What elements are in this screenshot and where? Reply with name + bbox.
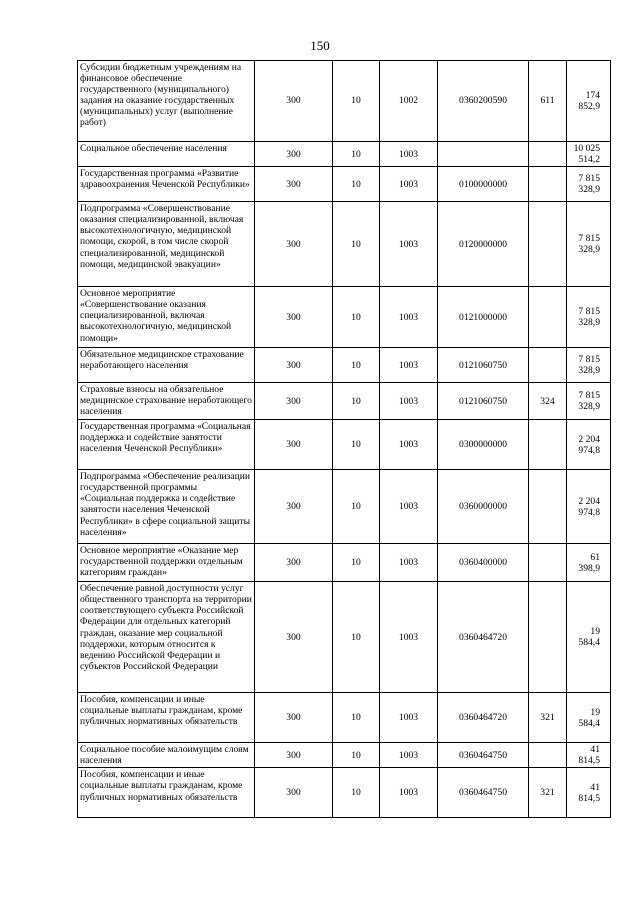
section-code-cell: 10	[333, 470, 380, 544]
expense-type-cell	[529, 348, 567, 383]
department-code-cell: 300	[255, 420, 333, 470]
subsection-code-cell: 1003	[380, 768, 438, 818]
table-row	[78, 470, 611, 544]
item-name-cell: Социальное обеспечение населения	[78, 142, 255, 167]
item-name-cell: Пособия, компенсации и иные социальные выплаты гражданам, кроме публичных нормативных обязательств	[78, 693, 255, 743]
amount-cell: 41 814,5	[567, 743, 611, 768]
expense-type-cell: 324	[529, 383, 567, 420]
amount-cell: 7 815 328,9	[567, 348, 611, 383]
expense-type-cell: 611	[529, 61, 567, 142]
section-code-cell: 10	[333, 743, 380, 768]
section-code-cell: 10	[333, 61, 380, 142]
subsection-code-cell: 1003	[380, 582, 438, 693]
section-code-cell: 10	[333, 420, 380, 470]
section-code-cell: 10	[333, 544, 380, 582]
target-article-cell: 0100000000	[438, 167, 529, 202]
amount-cell: 19 584,4	[567, 693, 611, 743]
expense-type-cell	[529, 470, 567, 544]
amount-cell: 7 815 328,9	[567, 202, 611, 287]
item-name-cell: Основное мероприятие «Оказание мер государственной поддержки отдельным категориям граждан»	[78, 544, 255, 582]
item-name-cell: Подпрограмма «Совершенствование оказания специализированной, включая высокотехнологичную, медицинской помощи, скорой, в том числе скорой специализированной, медицинской помощи, медицинской эвакуации»	[78, 202, 255, 287]
subsection-code-cell: 1003	[380, 470, 438, 544]
department-code-cell: 300	[255, 544, 333, 582]
item-name-cell: Подпрограмма «Обеспечение реализации государственной программы «Социальная поддержка и содействие занятости населения Чеченской Республики» в сфере социальной защиты населения»	[78, 470, 255, 544]
table-row	[78, 287, 611, 348]
subsection-code-cell: 1003	[380, 348, 438, 383]
target-article-cell: 0120000000	[438, 202, 529, 287]
amount-cell: 174 852,9	[567, 61, 611, 142]
expense-type-cell	[529, 202, 567, 287]
item-name-cell: Страховые взносы на обязательное медицинское страхование неработающего населения	[78, 383, 255, 420]
budget-table-body	[78, 61, 611, 818]
table-row	[78, 420, 611, 470]
item-name-cell: Обеспечение равной доступности услуг общественного транспорта на территории соответствующего субъекта Российской Федерации для отдельных категорий граждан, оказание мер социальной поддержки, которым относится к ведению Российской Федерации и субъектов Российской Федерации	[78, 582, 255, 693]
department-code-cell: 300	[255, 167, 333, 202]
section-code-cell: 10	[333, 202, 380, 287]
amount-cell: 7 815 328,9	[567, 287, 611, 348]
target-article-cell: 0360464750	[438, 743, 529, 768]
expense-type-cell	[529, 167, 567, 202]
item-name-cell: Субсидии бюджетным учреждениям на финансовое обеспечение государственного (муниципального) задания на оказание государственных (муниципальных) услуг (выполнение работ)	[78, 61, 255, 142]
budget-table	[77, 60, 611, 818]
target-article-cell: 0360464720	[438, 582, 529, 693]
section-code-cell: 10	[333, 693, 380, 743]
item-name-cell: Социальное пособие малоимущим слоям населения	[78, 743, 255, 768]
amount-cell: 10 025 514,2	[567, 142, 611, 167]
item-name-cell: Основное мероприятие «Совершенствование оказания специализированной, включая высокотехнологичную, медицинской помощи»	[78, 287, 255, 348]
table-row	[78, 383, 611, 420]
section-code-cell: 10	[333, 167, 380, 202]
item-name-cell: Государственная программа «Социальная поддержка и содействие занятости населения Чеченской Республики»	[78, 420, 255, 470]
subsection-code-cell: 1003	[380, 693, 438, 743]
table-row	[78, 743, 611, 768]
subsection-code-cell: 1003	[380, 287, 438, 348]
target-article-cell: 0360400000	[438, 544, 529, 582]
subsection-code-cell: 1003	[380, 743, 438, 768]
subsection-code-cell: 1003	[380, 544, 438, 582]
amount-cell: 7 815 328,9	[567, 167, 611, 202]
amount-cell: 2 204 974,8	[567, 420, 611, 470]
expense-type-cell: 321	[529, 693, 567, 743]
department-code-cell: 300	[255, 348, 333, 383]
department-code-cell: 300	[255, 470, 333, 544]
department-code-cell: 300	[255, 693, 333, 743]
expense-type-cell	[529, 743, 567, 768]
expense-type-cell: 321	[529, 768, 567, 818]
target-article-cell	[438, 142, 529, 167]
department-code-cell: 300	[255, 768, 333, 818]
table-row	[78, 348, 611, 383]
section-code-cell: 10	[333, 348, 380, 383]
subsection-code-cell: 1003	[380, 142, 438, 167]
item-name-cell: Пособия, компенсации и иные социальные выплаты гражданам, кроме публичных нормативных обязательств	[78, 768, 255, 818]
table-row	[78, 544, 611, 582]
department-code-cell: 300	[255, 202, 333, 287]
department-code-cell: 300	[255, 287, 333, 348]
amount-cell: 61 398,9	[567, 544, 611, 582]
department-code-cell: 300	[255, 743, 333, 768]
page-number: 150	[310, 38, 330, 53]
subsection-code-cell: 1003	[380, 383, 438, 420]
expense-type-cell	[529, 287, 567, 348]
expense-type-cell	[529, 142, 567, 167]
target-article-cell: 0121060750	[438, 383, 529, 420]
table-row	[78, 693, 611, 743]
amount-cell: 7 815 328,9	[567, 383, 611, 420]
subsection-code-cell: 1003	[380, 202, 438, 287]
expense-type-cell	[529, 420, 567, 470]
department-code-cell: 300	[255, 383, 333, 420]
expense-type-cell	[529, 544, 567, 582]
table-row	[78, 142, 611, 167]
target-article-cell: 0360000000	[438, 470, 529, 544]
target-article-cell: 0360464750	[438, 768, 529, 818]
item-name-cell: Обязательное медицинское страхование неработающего населения	[78, 348, 255, 383]
target-article-cell: 0300000000	[438, 420, 529, 470]
subsection-code-cell: 1003	[380, 420, 438, 470]
subsection-code-cell: 1003	[380, 167, 438, 202]
subsection-code-cell: 1002	[380, 61, 438, 142]
section-code-cell: 10	[333, 582, 380, 693]
amount-cell: 19 584,4	[567, 582, 611, 693]
section-code-cell: 10	[333, 287, 380, 348]
department-code-cell: 300	[255, 61, 333, 142]
target-article-cell: 0121000000	[438, 287, 529, 348]
table-row	[78, 582, 611, 693]
item-name-cell: Государственная программа «Развитие здравоохранения Чеченской Республики»	[78, 167, 255, 202]
section-code-cell: 10	[333, 142, 380, 167]
expense-type-cell	[529, 582, 567, 693]
section-code-cell: 10	[333, 383, 380, 420]
amount-cell: 2 204 974,8	[567, 470, 611, 544]
table-row	[78, 167, 611, 202]
target-article-cell: 0360200590	[438, 61, 529, 142]
section-code-cell: 10	[333, 768, 380, 818]
amount-cell: 41 814,5	[567, 768, 611, 818]
table-row	[78, 202, 611, 287]
department-code-cell: 300	[255, 582, 333, 693]
table-row	[78, 61, 611, 142]
target-article-cell: 0121060750	[438, 348, 529, 383]
department-code-cell: 300	[255, 142, 333, 167]
target-article-cell: 0360464720	[438, 693, 529, 743]
table-row	[78, 768, 611, 818]
